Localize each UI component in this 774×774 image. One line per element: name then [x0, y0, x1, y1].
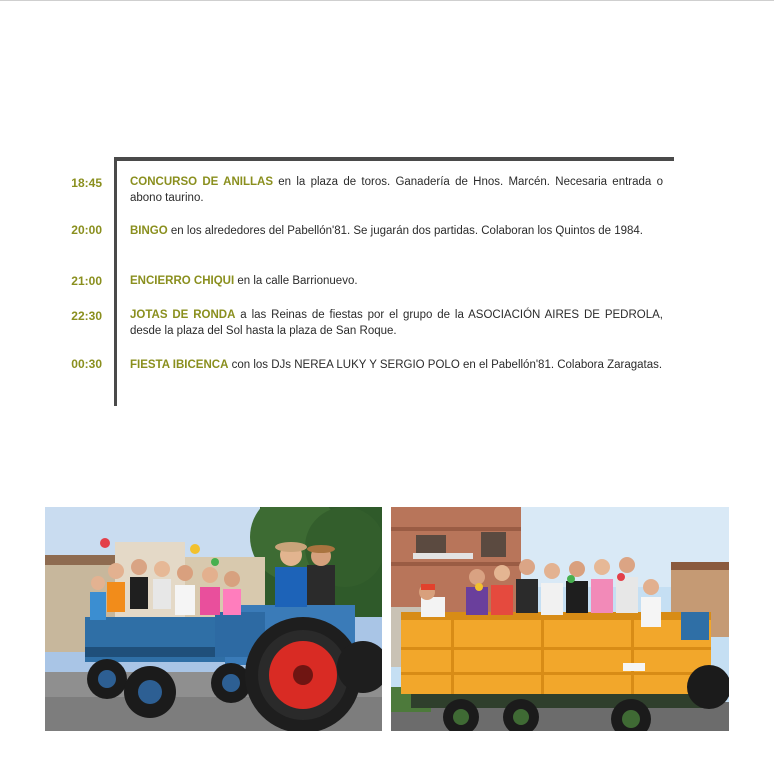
event-time: 21:00	[71, 274, 102, 288]
top-rule	[0, 0, 774, 1]
event-text: en los alrededores del Pabellón'81. Se jugarán dos partidas. Colaboran los Quintos de 1984.	[167, 225, 643, 237]
event-title: JOTAS DE RONDA	[130, 309, 236, 321]
event-text: en la calle Barrionuevo.	[234, 275, 358, 287]
event-title: ENCIERRO CHIQUI	[130, 275, 235, 287]
event-description	[130, 273, 663, 289]
event-time: 20:00	[71, 223, 102, 237]
event-description	[130, 223, 663, 239]
event-description	[130, 357, 663, 373]
event-description	[130, 174, 663, 206]
event-title: CONCURSO DE ANILLAS	[130, 176, 274, 188]
event-time: 22:30	[71, 309, 102, 323]
event-title: BINGO	[130, 225, 168, 237]
photo-yellow-trailer	[391, 507, 729, 731]
event-time: 18:45	[71, 176, 102, 190]
event-text: con los DJs NEREA LUKY Y SERGIO POLO en el Pabellón'81. Colabora Zaragatas.	[228, 359, 663, 371]
event-text: en la plaza de toros. Ganadería de Hnos. Marcén. Necesaria entrada o abono taurino.	[130, 176, 663, 204]
timeline-vertical-bar	[114, 157, 117, 406]
event-description	[130, 307, 663, 339]
event-text: a las Reinas de fiestas por el grupo de la ASOCIACIÓN AIRES DE PEDROLA, desde la plaza del Sol hasta la plaza de San Roque.	[130, 309, 663, 337]
event-title: FIESTA IBICENCA	[130, 359, 229, 371]
event-timeline	[0, 157, 774, 407]
photo-tractor-parade-image	[45, 507, 382, 731]
event-time: 00:30	[71, 357, 102, 371]
timeline-top-bar	[114, 157, 674, 161]
photo-yellow-trailer-image	[391, 507, 729, 731]
photo-tractor-parade	[45, 507, 382, 731]
